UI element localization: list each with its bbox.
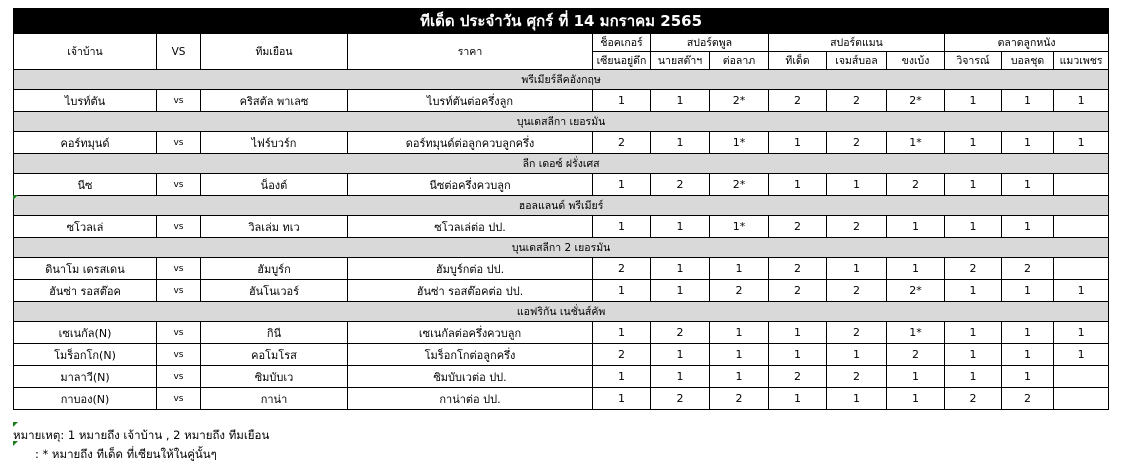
pick-cell: 1	[651, 132, 710, 154]
pick-cell	[1054, 388, 1109, 410]
away-team: คอโมโรส	[201, 344, 348, 366]
home-team: มาลาวี(N)	[14, 366, 157, 388]
match-row	[14, 388, 1109, 410]
match-row	[14, 132, 1109, 154]
pick-cell	[1054, 366, 1109, 388]
pick-cell: 1	[1054, 90, 1109, 112]
pick-cell: 2	[593, 258, 651, 280]
pick-cell: 2	[710, 280, 769, 302]
league-name: พรีเมียร์ลีคอังกฤษ	[14, 70, 1109, 90]
pick-cell: 1	[887, 216, 945, 238]
pick-cell: 1	[593, 322, 651, 344]
league-section-row	[14, 154, 1109, 174]
vs-label: vs	[157, 344, 201, 366]
pick-cell: 2	[593, 344, 651, 366]
pick-cell: 2	[1002, 258, 1054, 280]
price-odds: โมร็อกโกต่อลูกครึ่ง	[348, 344, 593, 366]
price-odds: กาน่าต่อ ปป.	[348, 388, 593, 410]
pick-cell: 2	[769, 366, 827, 388]
vs-label: vs	[157, 388, 201, 410]
pick-cell: 2	[827, 132, 887, 154]
predictions-table	[13, 8, 1109, 410]
vs-label: vs	[157, 280, 201, 302]
pick-cell: 1	[1054, 280, 1109, 302]
league-section-row	[14, 302, 1109, 322]
price-odds: ดอร์ทมุนด์ต่อลูกควบลูกครึ่ง	[348, 132, 593, 154]
match-row	[14, 344, 1109, 366]
pick-cell: 1	[769, 322, 827, 344]
pick-cell: 1	[1002, 132, 1054, 154]
pick-cell: 1	[887, 366, 945, 388]
tipster-header: นายสต๊าฯ	[651, 52, 710, 70]
vs-label: vs	[157, 90, 201, 112]
pick-cell: 1	[827, 344, 887, 366]
league-name: ฮอลแลนด์ พรีเมียร์	[14, 196, 1109, 216]
tipster-header: เจมส์บอล	[827, 52, 887, 70]
away-team: กาน่า	[201, 388, 348, 410]
away-team: ไฟร์บวร์ก	[201, 132, 348, 154]
page-title: ทีเด็ด ประจำวัน ศุกร์ ที่ 14 มกราคม 2565	[14, 9, 1109, 34]
match-row	[14, 258, 1109, 280]
pick-cell: 1	[710, 366, 769, 388]
pick-cell: 1	[593, 174, 651, 196]
vs-label: vs	[157, 258, 201, 280]
group-header-chok: ช็อคเกอร์	[593, 34, 651, 52]
pick-cell: 2	[827, 216, 887, 238]
pick-cell: 1	[651, 366, 710, 388]
away-team: ฮัมบูร์ก	[201, 258, 348, 280]
pick-cell: 2	[945, 258, 1002, 280]
league-section-row	[14, 238, 1109, 258]
away-team: กินี	[201, 322, 348, 344]
pick-cell: 1	[945, 90, 1002, 112]
pick-cell: 1	[769, 132, 827, 154]
pick-cell: 2	[887, 174, 945, 196]
league-section-row	[14, 70, 1109, 90]
pick-cell: 1	[651, 216, 710, 238]
league-section-row	[14, 196, 1109, 216]
pick-cell: 1	[651, 258, 710, 280]
pick-cell: 1	[945, 132, 1002, 154]
pick-cell: 1	[593, 366, 651, 388]
vs-label: vs	[157, 174, 201, 196]
pick-cell: 2	[1002, 388, 1054, 410]
tipster-header: ทีเด็ด	[769, 52, 827, 70]
pick-cell: 1	[887, 388, 945, 410]
vs-label: vs	[157, 322, 201, 344]
pick-cell: 1	[945, 280, 1002, 302]
home-team: ดินาโม เดรสเดน	[14, 258, 157, 280]
pick-cell: 1	[945, 216, 1002, 238]
pick-cell: 2	[710, 388, 769, 410]
tipster-header: บอลชุด	[1002, 52, 1054, 70]
pick-cell: 1	[593, 388, 651, 410]
match-row	[14, 366, 1109, 388]
pick-cell: 1	[1002, 322, 1054, 344]
price-odds: ไบรท์ตันต่อครึ่งลูก	[348, 90, 593, 112]
pick-cell: 2	[769, 258, 827, 280]
pick-cell: 1	[1054, 132, 1109, 154]
league-name: ลีก เดอซ์ ฝรั่งเศส	[14, 154, 1109, 174]
header-vs: VS	[157, 34, 201, 70]
match-row	[14, 216, 1109, 238]
note-legend-numbers: หมายเหตุ: 1 หมายถึง เจ้าบ้าน , 2 หมายถึง ทีมเยือน	[13, 428, 270, 442]
pick-cell: 1	[769, 174, 827, 196]
match-row	[14, 174, 1109, 196]
pick-cell: 1	[1002, 366, 1054, 388]
pick-cell: 1*	[887, 322, 945, 344]
pick-cell: 2	[651, 174, 710, 196]
pick-cell: 1	[710, 258, 769, 280]
pick-cell: 2*	[887, 90, 945, 112]
pick-cell: 1	[710, 322, 769, 344]
pick-cell: 2*	[710, 174, 769, 196]
pick-cell: 1	[1054, 322, 1109, 344]
pick-cell: 2	[769, 280, 827, 302]
pick-cell: 2	[769, 216, 827, 238]
group-header-market: ตลาดลูกหนัง	[945, 34, 1109, 52]
pick-cell: 2	[827, 322, 887, 344]
league-name: บุนเดสลีกา เยอรมัน	[14, 112, 1109, 132]
match-row	[14, 90, 1109, 112]
header-home: เจ้าบ้าน	[14, 34, 157, 70]
notes	[13, 426, 269, 464]
price-odds: นีซต่อครึ่งควบลูก	[348, 174, 593, 196]
home-team: กาบอง(N)	[14, 388, 157, 410]
pick-cell: 1	[1054, 344, 1109, 366]
pick-cell: 1	[651, 90, 710, 112]
pick-cell: 1	[1002, 174, 1054, 196]
header-price: ราคา	[348, 34, 593, 70]
vs-label: vs	[157, 132, 201, 154]
pick-cell: 1	[827, 258, 887, 280]
pick-cell: 1	[945, 366, 1002, 388]
home-team: เซเนกัล(N)	[14, 322, 157, 344]
home-team: คอร์ทมุนด์	[14, 132, 157, 154]
home-team: นีซ	[14, 174, 157, 196]
pick-cell: 2*	[887, 280, 945, 302]
pick-cell: 1	[769, 388, 827, 410]
pick-cell: 2	[651, 322, 710, 344]
pick-cell: 2	[827, 366, 887, 388]
pick-cell: 1	[945, 322, 1002, 344]
away-team: ซิมบับเว	[201, 366, 348, 388]
pick-cell: 2	[769, 90, 827, 112]
pick-cell: 2	[887, 344, 945, 366]
pick-cell	[1054, 174, 1109, 196]
tipster-header: ขงเบ้ง	[887, 52, 945, 70]
vs-label: vs	[157, 366, 201, 388]
price-odds: ฮัมบูร์กต่อ ปป.	[348, 258, 593, 280]
away-team: น็องต์	[201, 174, 348, 196]
pick-cell: 1	[945, 344, 1002, 366]
vs-label: vs	[157, 216, 201, 238]
group-header-pool: สปอร์ตพูล	[651, 34, 769, 52]
pick-cell: 1	[827, 174, 887, 196]
group-header-sportman: สปอร์ตแมน	[769, 34, 945, 52]
tipster-header: วิจารณ์	[945, 52, 1002, 70]
pick-cell: 2	[593, 132, 651, 154]
price-odds: ซโวลเล่ต่อ ปป.	[348, 216, 593, 238]
pick-cell: 1	[651, 280, 710, 302]
pick-cell: 1*	[710, 132, 769, 154]
pick-cell: 2*	[710, 90, 769, 112]
pick-cell: 1	[769, 344, 827, 366]
home-team: ซโวลเล่	[14, 216, 157, 238]
price-odds: ซิมบับเวต่อ ปป.	[348, 366, 593, 388]
home-team: โมร็อกโก(N)	[14, 344, 157, 366]
pick-cell: 2	[945, 388, 1002, 410]
pick-cell: 1	[887, 258, 945, 280]
pick-cell	[1054, 216, 1109, 238]
tipster-header: แมวเพชร	[1054, 52, 1109, 70]
pick-cell: 1	[1002, 280, 1054, 302]
pick-cell: 1	[1002, 90, 1054, 112]
pick-cell: 1	[945, 174, 1002, 196]
away-team: วิลเล่ม ทเว	[201, 216, 348, 238]
price-odds: เซเนกัลต่อครึ่งควบลูก	[348, 322, 593, 344]
home-team: ฮันซ่า รอสต๊อค	[14, 280, 157, 302]
cell-comment-marker	[13, 195, 18, 200]
league-name: บุนเดสลีกา 2 เยอรมัน	[14, 238, 1109, 258]
price-odds: ฮันซ่า รอสต๊อคต่อ ปป.	[348, 280, 593, 302]
pick-cell: 1	[827, 388, 887, 410]
pick-cell: 1	[593, 90, 651, 112]
note-legend-star: : * หมายถึง ทีเด็ด ที่เซียนให้ในคู่นั้นๆ	[35, 447, 217, 461]
pick-cell	[1054, 258, 1109, 280]
pick-cell: 2	[651, 388, 710, 410]
pick-cell: 2	[827, 90, 887, 112]
header-away: ทีมเยือน	[201, 34, 348, 70]
match-row	[14, 322, 1109, 344]
away-team: คริสตัล พาเลซ	[201, 90, 348, 112]
league-section-row	[14, 112, 1109, 132]
pick-cell: 1*	[887, 132, 945, 154]
tipster-header: เซียนอยู่ดึก	[593, 52, 651, 70]
pick-cell: 1	[593, 216, 651, 238]
pick-cell: 1	[593, 280, 651, 302]
away-team: ฮันโนเวอร์	[201, 280, 348, 302]
results-sheet	[13, 8, 1108, 410]
pick-cell: 1	[651, 344, 710, 366]
pick-cell: 2	[827, 280, 887, 302]
match-row	[14, 280, 1109, 302]
pick-cell: 1*	[710, 216, 769, 238]
tipster-header: ต่อลาภ	[710, 52, 769, 70]
home-team: ไบรท์ตัน	[14, 90, 157, 112]
pick-cell: 1	[1002, 216, 1054, 238]
pick-cell: 1	[710, 344, 769, 366]
pick-cell: 1	[1002, 344, 1054, 366]
league-name: แอฟริกัน เนชั่นส์คัพ	[14, 302, 1109, 322]
